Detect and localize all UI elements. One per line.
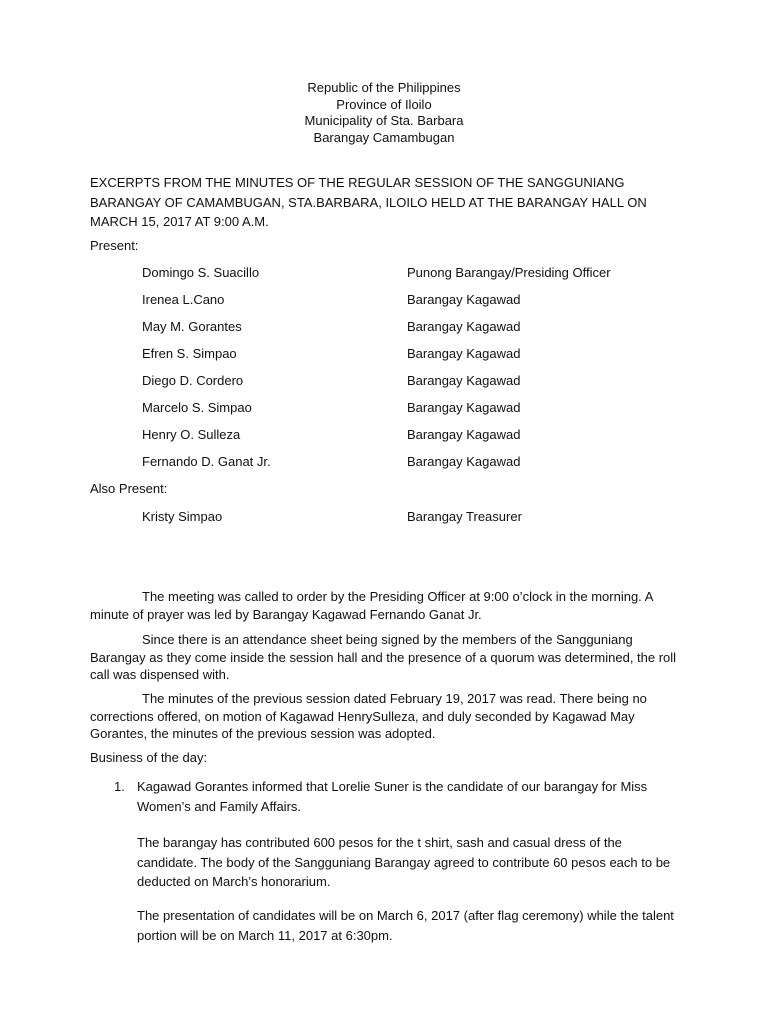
- attendee-role: Punong Barangay/Presiding Officer: [407, 265, 611, 280]
- attendee-row: [0, 265, 768, 283]
- list-item-number: 1.: [114, 779, 125, 794]
- attendee-role: Barangay Kagawad: [407, 454, 521, 469]
- header-line-republic: Republic of the Philippines: [307, 80, 461, 95]
- list-item-text: The barangay has contributed 600 pesos for the t shirt, sash and casual dress of the candidate. The body of the Sangguniang Barangay agreed to contribute 60 pesos each to be deducted on March’s honorarium.: [137, 835, 671, 889]
- present-label: Present:: [90, 238, 139, 253]
- document-title: EXCERPTS FROM THE MINUTES OF THE REGULAR SESSION OF THE SANGGUNIANG BARANGAY OF CAMAMBUGAN, STA.BARBARA, ILOILO HELD AT THE BARANGAY HALL ON MARCH 15, 2017 AT 9:00 A.M.: [90, 175, 647, 229]
- attendee-name: Irenea L.Cano: [142, 292, 225, 307]
- attendee-role: Barangay Kagawad: [407, 427, 521, 442]
- attendee-row: [0, 319, 768, 337]
- attendee-role: Barangay Kagawad: [407, 373, 521, 388]
- attendee-role: Barangay Kagawad: [407, 319, 521, 334]
- header-line-province: Province of Iloilo: [336, 96, 432, 112]
- attendee-row: [0, 454, 768, 472]
- attendee-row: [0, 292, 768, 310]
- attendee-name: Diego D. Cordero: [142, 373, 244, 388]
- document-header: [0, 80, 768, 146]
- attendee-name: Henry O. Sulleza: [142, 427, 241, 442]
- attendee-role: Barangay Kagawad: [407, 346, 521, 361]
- attendee-role: Barangay Kagawad: [407, 400, 521, 415]
- header-line-municipality: Municipality of Sta. Barbara: [304, 113, 464, 128]
- attendee-row: [0, 373, 768, 391]
- attendee-name: Domingo S. Suacillo: [142, 265, 260, 280]
- attendee-row: [0, 400, 768, 418]
- attendee-row: [0, 427, 768, 445]
- attendee-role: Barangay Treasurer: [407, 509, 522, 524]
- minutes-paragraph: The minutes of the previous session dated February 19, 2017 was read. There being no corrections offered, on motion of Kagawad HenrySulleza, and duly seconded by Kagawad May Gorantes, the minutes of the previous session was adopted.: [90, 691, 647, 741]
- business-label: Business of the day:: [90, 750, 208, 765]
- minutes-paragraph: The meeting was called to order by the Presiding Officer at 9:00 o’clock in the morning. A minute of prayer was led by Barangay Kagawad Fernando Ganat Jr.: [90, 589, 653, 622]
- header-line-barangay: Barangay Camambugan: [313, 129, 455, 145]
- minutes-paragraph: Since there is an attendance sheet being signed by the members of the Sangguniang Barangay as they come inside the session hall and the presence of a quorum was determined, the roll call was dispensed with.: [90, 632, 677, 682]
- also-present-label: Also Present:: [90, 481, 168, 496]
- list-item-text: The presentation of candidates will be on March 6, 2017 (after flag ceremony) while the talent portion will be on March 11, 2017 at 6:30pm.: [137, 908, 674, 943]
- attendee-row: [0, 346, 768, 364]
- attendee-name: May M. Gorantes: [142, 319, 242, 334]
- attendee-name: Kristy Simpao: [142, 509, 223, 524]
- list-item-text: Kagawad Gorantes informed that Lorelie Suner is the candidate of our barangay for Miss Women’s and Family Affairs.: [137, 779, 648, 814]
- attendee-role: Barangay Kagawad: [407, 292, 521, 307]
- attendee-name: Marcelo S. Simpao: [142, 400, 252, 415]
- attendee-name: Efren S. Simpao: [142, 346, 237, 361]
- attendee-row: [0, 509, 768, 527]
- attendee-name: Fernando D. Ganat Jr.: [142, 454, 271, 469]
